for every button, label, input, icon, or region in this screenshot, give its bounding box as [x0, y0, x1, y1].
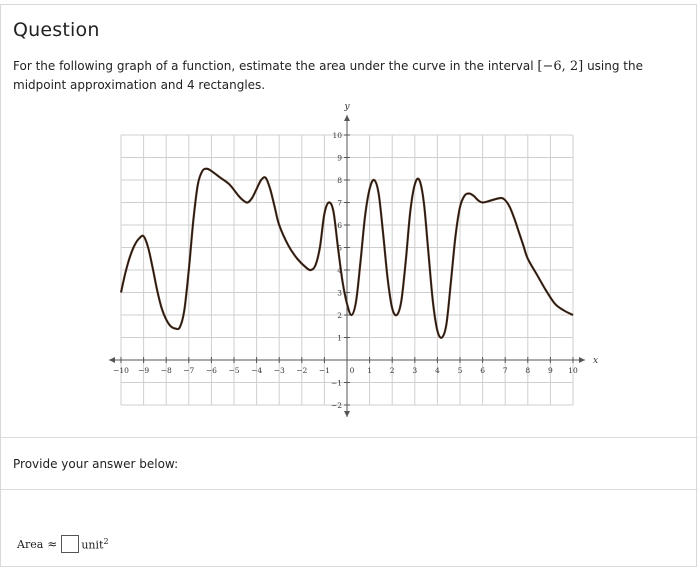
question-text-suffix: using the midpoint approximation and 4 rectangles.: [13, 59, 643, 92]
x-tick-label: 9: [548, 366, 553, 375]
y-tick-label: 2: [337, 311, 342, 320]
section-divider: [1, 489, 698, 490]
y-axis-up-arrow-icon: [344, 115, 350, 121]
y-tick-label: −2: [330, 401, 342, 410]
x-tick-label: −9: [138, 366, 150, 375]
y-tick-label: 3: [337, 288, 342, 298]
x-axis-right-arrow-icon: [579, 357, 585, 363]
question-title: Question: [13, 19, 100, 41]
approx-symbol: ≈: [47, 537, 58, 551]
x-tick-label: −1: [318, 366, 330, 375]
x-tick-label: −5: [228, 366, 240, 375]
y-tick-label: −1: [330, 378, 342, 388]
unit-label: [81, 537, 108, 552]
x-tick-label: −6: [205, 366, 217, 375]
area-label: Area: [17, 537, 44, 551]
answer-prompt: Provide your answer below:: [13, 457, 179, 471]
y-tick-label: 5: [337, 243, 342, 253]
y-tick-label: 10: [332, 131, 342, 140]
origin-label: 0: [349, 366, 355, 375]
question-card: [0, 4, 697, 567]
question-text-prefix: For the following graph of a function, estimate the area under the curve in the interval: [13, 59, 538, 73]
y-tick-label: 1: [337, 333, 342, 343]
question-text: [13, 57, 673, 95]
x-tick-label: 6: [480, 366, 485, 375]
y-tick-label: 7: [337, 198, 342, 208]
x-tick-label: 1: [367, 366, 372, 375]
x-tick-label: 5: [457, 366, 463, 375]
section-divider: [1, 437, 698, 438]
x-tick-label: 8: [525, 366, 531, 375]
x-tick-label: −10: [113, 366, 129, 375]
area-answer-input[interactable]: [61, 535, 79, 553]
function-graph: [101, 101, 611, 431]
y-axis-label: y: [344, 102, 350, 112]
y-axis-down-arrow-icon: [344, 411, 350, 417]
x-tick-label: −3: [273, 366, 285, 375]
x-axis-left-arrow-icon: [109, 357, 115, 363]
x-tick-label: −2: [296, 366, 308, 375]
y-tick-label: 8: [337, 176, 342, 185]
x-tick-label: −7: [183, 366, 195, 375]
x-tick-label: 10: [568, 366, 578, 375]
x-tick-label: 3: [412, 366, 418, 375]
x-tick-label: −4: [251, 366, 263, 375]
x-tick-label: 7: [502, 366, 508, 375]
x-tick-label: −8: [160, 366, 172, 375]
x-axis-label: x: [593, 356, 599, 366]
unit-exponent: 2: [103, 536, 109, 546]
answer-row: [17, 533, 109, 555]
y-tick-label: 6: [337, 221, 342, 230]
question-interval: [−6, 2]: [537, 59, 584, 74]
y-tick-label: 9: [337, 153, 342, 163]
unit-text: unit: [81, 538, 104, 552]
y-tick-label: 4: [337, 266, 342, 275]
x-tick-label: 4: [435, 366, 440, 375]
x-tick-label: 2: [389, 366, 395, 375]
